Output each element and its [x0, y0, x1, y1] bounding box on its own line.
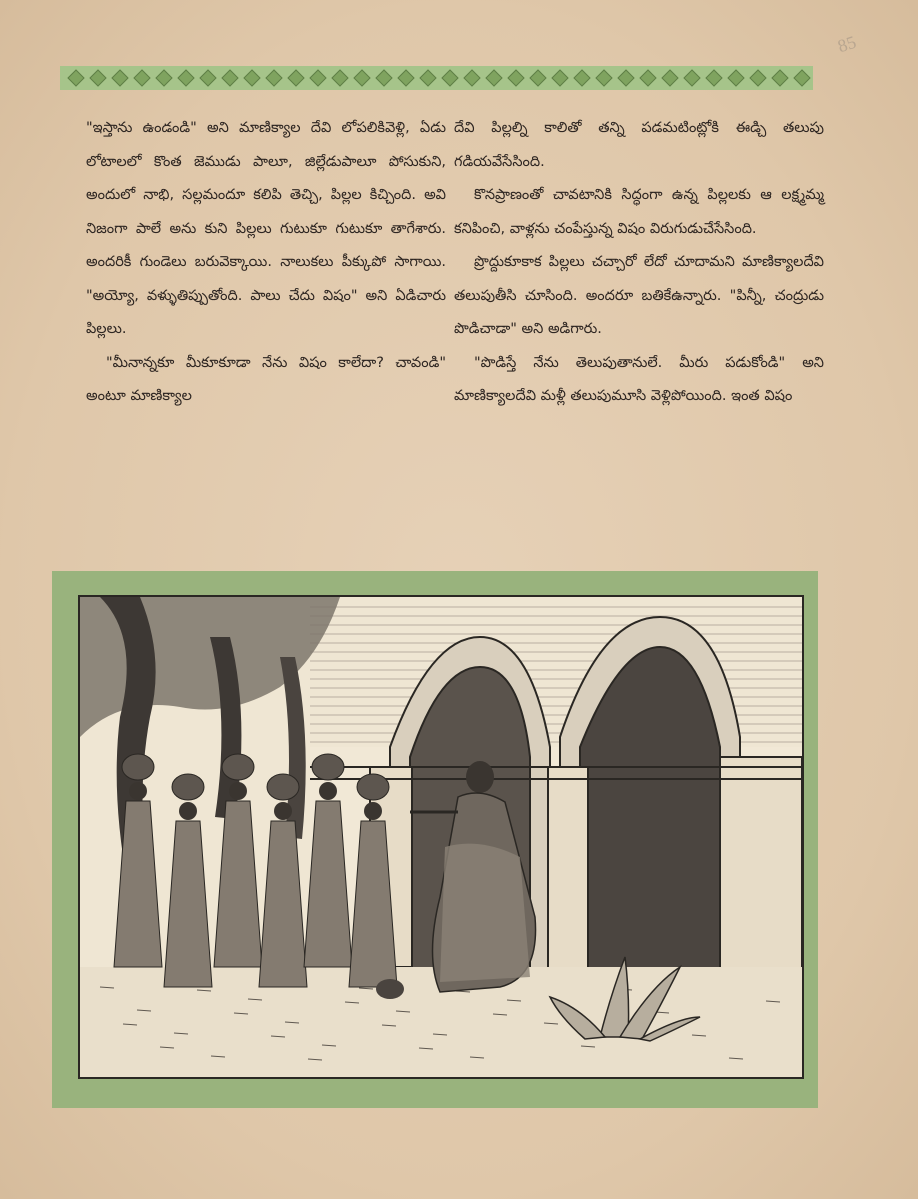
- left-paragraph-2: "మీనాన్నకూ మీకూకూడా నేను విషం కాలేదా? చావండి" అంటూ మాణిక్యాల: [86, 354, 446, 404]
- page-number: 85: [835, 31, 859, 57]
- right-paragraph-2: కొనప్రాణంతో చావటానికి సిద్ధంగా ఉన్న పిల్లలకు ఆ లక్ష్మమ్మ కనిపించి, వాళ్లను చంపేస్తున్న విషం విరుగుడుచేసేసింది.: [454, 187, 824, 237]
- decorative-border-band: [60, 66, 813, 90]
- woodcut-illustration: [78, 595, 804, 1079]
- left-text-column: [86, 112, 446, 414]
- fallen-pot: [376, 979, 404, 999]
- right-paragraph-1: దేవి పిల్లల్ని కాలితో తన్ని పడమటింట్లోకి ఈడ్చి తలుపు గడియవేసేసింది.: [454, 120, 824, 170]
- right-text-column: [454, 112, 824, 414]
- illustration-frame: [52, 571, 818, 1108]
- right-paragraph-4: "పొడిస్తే నేను తెలుపుతానులే. మీరు పడుకోండి" అని మాణిక్యాలదేవి మళ్లీ తలుపుమూసి వెళ్లిపోయింది. ఇంత విషం: [454, 354, 824, 404]
- right-paragraph-3: ప్రొద్దుకూకాక పిల్లలు చచ్చారో లేదో చూదామని మాణిక్యాలదేవి తలుపుతీసి చూసింది. అందరూ బతికేఉన్నారు. "పిన్నీ, చంద్రుడు పొడిచాడా" అని అడిగారు.: [454, 254, 824, 337]
- left-paragraph-1: "ఇస్తాను ఉండండి" అని మాణిక్యాల దేవి లోపలికివెళ్లి, ఏడు లోటాలలో కొంత జెముడు పాలూ, జిల్లేడుపాలూ పోసుకుని, అందులో నాభి, సల్లమందూ కలిపి తెచ్చి, పిల్లల కిచ్చింది. అవి నిజంగా పాలే అను కుని పిల్లలు గుటుకూ గుటుకూ తాగేశారు. అందరికీ గుండెలు బరువెక్కాయి. నాలుకలు పీక్కుపో సాగాయి. "అయ్యో, వళ్ళుతిప్పుతోంది. పాలు చేదు విషం" అని ఏడిచారు పిల్లలు.: [86, 120, 446, 337]
- illustration-svg: [80, 597, 802, 1077]
